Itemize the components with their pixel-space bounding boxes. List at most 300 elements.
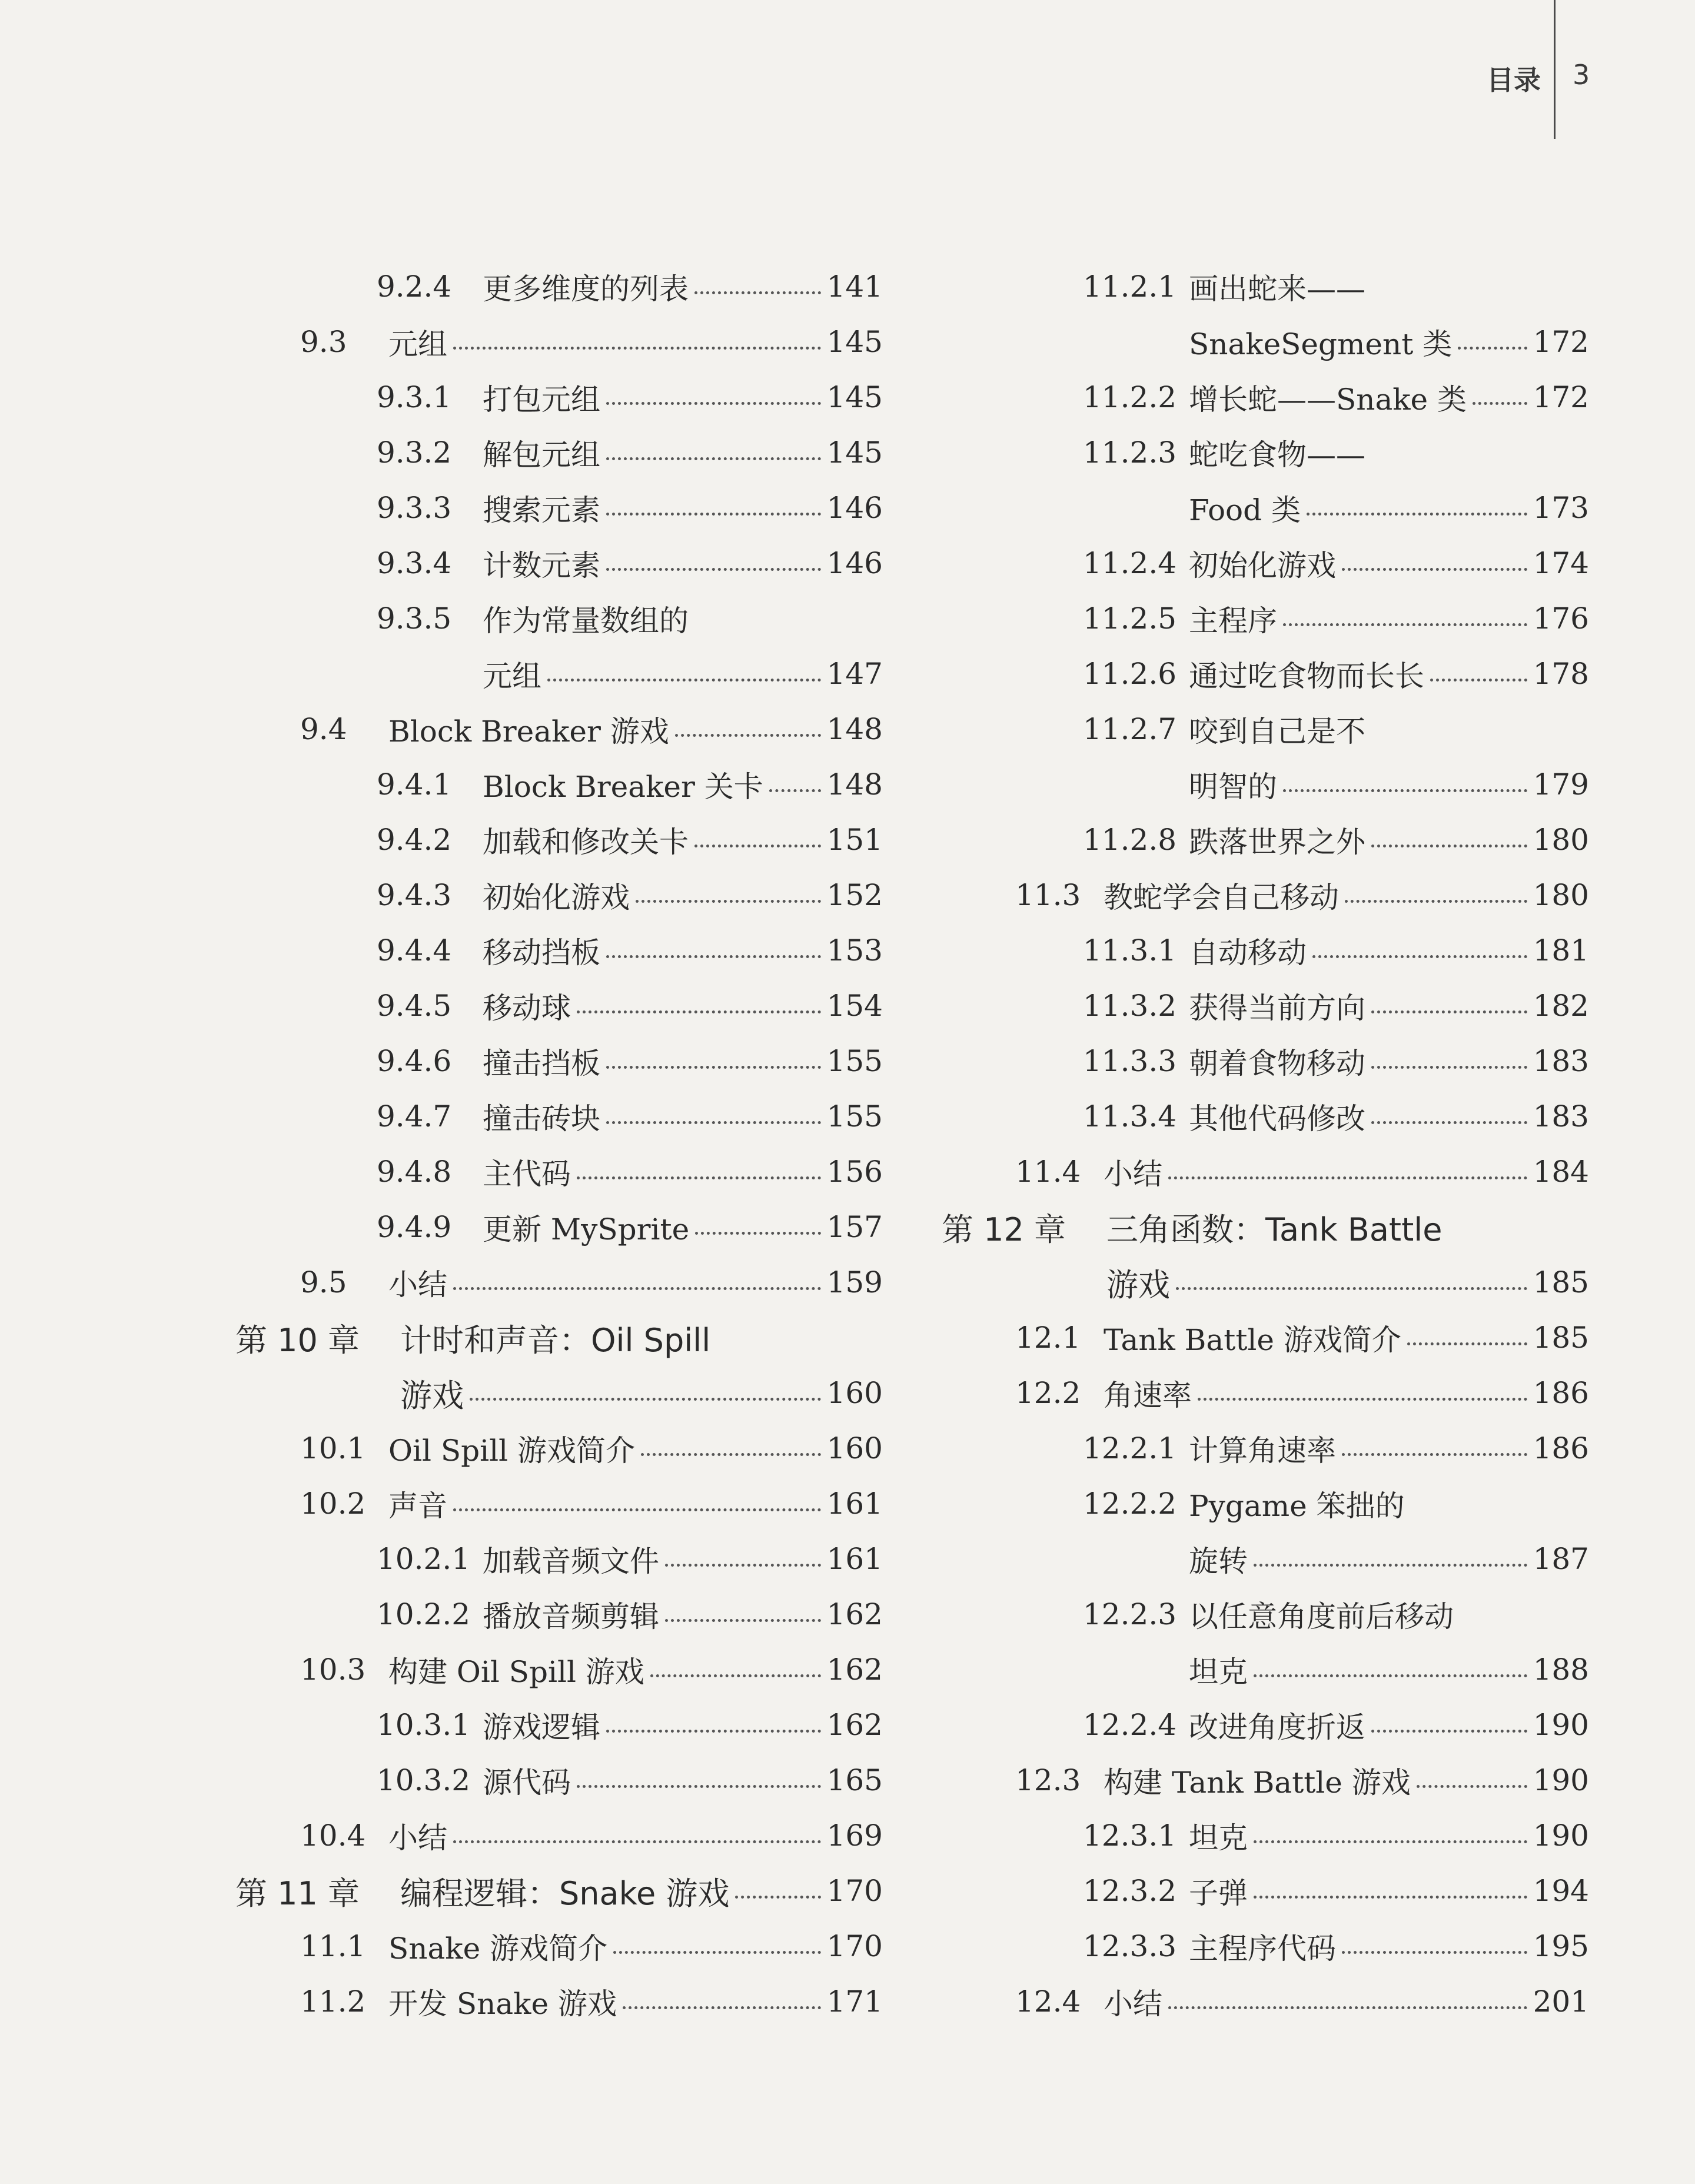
toc-leader-dots: [641, 1453, 821, 1456]
toc-entry: [235, 1199, 883, 1255]
toc-leader-dots: [606, 1121, 821, 1124]
toc-leader-dots: [606, 1066, 821, 1069]
toc-entry: [942, 867, 1589, 923]
toc-entry-page: 161: [826, 1487, 883, 1521]
toc-entry: [942, 1255, 1589, 1310]
toc-entry-page: 154: [826, 989, 883, 1023]
toc-entry: [235, 1144, 883, 1199]
toc-entry-title: 旋转: [1189, 1544, 1248, 1578]
toc-entry-title: 明智的: [1189, 770, 1277, 804]
toc-entry-number: 12.4: [1015, 1984, 1081, 2019]
toc-entry: [235, 867, 883, 923]
toc-leader-dots: [1307, 513, 1527, 516]
toc-entry: [942, 1863, 1589, 1919]
toc-entry-page: 184: [1533, 1155, 1589, 1189]
toc-entry-number: 11.2.7: [1083, 712, 1177, 746]
toc-leader-dots: [577, 1010, 821, 1013]
toc-leader-dots: [1283, 623, 1527, 626]
toc-leader-dots: [1312, 955, 1527, 958]
toc-entry-page: 180: [1533, 878, 1589, 912]
toc-leader-dots: [577, 1176, 821, 1179]
toc-entry-number: 10.2.2: [377, 1597, 471, 1631]
toc-leader-dots: [1371, 845, 1527, 847]
running-title: 目录: [1487, 64, 1541, 96]
toc-entry-page: 145: [826, 380, 883, 414]
toc-entry-title: Oil Spill 游戏简介: [388, 1434, 635, 1468]
toc-entry-title: 播放音频剪辑: [483, 1600, 659, 1634]
toc-entry-title: Snake 游戏简介: [388, 1932, 608, 1966]
toc-entry-number: 9.3.4: [377, 546, 452, 580]
toc-leader-dots: [650, 1674, 821, 1677]
toc-entry-page: 169: [826, 1819, 883, 1853]
toc-leader-dots: [636, 900, 821, 903]
toc-entry: [235, 978, 883, 1033]
toc-entry: [942, 370, 1589, 425]
toc-entry-number: 12.3.3: [1083, 1929, 1177, 1963]
toc-entry: [235, 591, 883, 646]
toc-entry-page: 180: [1533, 823, 1589, 857]
toc-leader-dots: [547, 679, 821, 682]
toc-entry-number: 10.3.1: [377, 1708, 471, 1742]
toc-entry-page: 160: [826, 1376, 883, 1410]
toc-leader-dots: [453, 347, 821, 350]
toc-entry-number: 9.4.9: [377, 1210, 452, 1244]
toc-entry-page: 157: [826, 1210, 883, 1244]
toc-entry-title: 更新 MySprite: [483, 1212, 690, 1246]
toc-entry-number: 9.3.1: [377, 380, 452, 414]
toc-entry-title: 计时和声音：Oil Spill: [400, 1321, 711, 1359]
toc-entry: [235, 923, 883, 978]
toc-entry: [235, 1531, 883, 1587]
toc-entry-page: 147: [826, 657, 883, 691]
toc-leader-dots: [606, 457, 821, 460]
toc-entry-title: SnakeSegment 类: [1189, 327, 1453, 361]
toc-entry-title: 加载和修改关卡: [483, 825, 689, 859]
toc-entry: [942, 1144, 1589, 1199]
toc-entry-title: 通过吃食物而长长: [1189, 659, 1424, 693]
toc-entry-title: 坦克: [1189, 1821, 1248, 1855]
toc-entry-title: 小结: [388, 1821, 447, 1855]
toc-entry: [235, 1255, 883, 1310]
toc-leader-dots: [1345, 900, 1527, 903]
toc-entry: [235, 812, 883, 867]
toc-entry-title: 主代码: [483, 1157, 571, 1191]
toc-entry-title: 撞击砖块: [483, 1102, 600, 1136]
toc-entry-number: 11.4: [1015, 1155, 1081, 1189]
toc-entry-page: 141: [826, 270, 883, 304]
toc-leader-dots: [606, 1730, 821, 1733]
toc-leader-dots: [1342, 1453, 1527, 1456]
toc-right-column: [942, 259, 1589, 2029]
toc-leader-dots: [606, 513, 821, 516]
toc-entry-title: 改进角度折返: [1189, 1710, 1365, 1744]
toc-entry: [942, 1421, 1589, 1476]
toc-entry: [942, 480, 1589, 536]
toc-entry-page: 161: [826, 1542, 883, 1576]
toc-entry-title: 游戏: [1106, 1266, 1170, 1304]
toc-entry: [942, 1531, 1589, 1587]
toc-entry-page: 179: [1533, 767, 1589, 802]
toc-entry: [942, 259, 1589, 314]
toc-entry-title: 游戏: [400, 1377, 464, 1414]
toc-entry-page: 190: [1533, 1819, 1589, 1853]
toc-entry-title: 更多维度的列表: [483, 272, 689, 306]
toc-leader-dots: [1168, 2006, 1527, 2009]
toc-entry: [942, 1365, 1589, 1421]
toc-entry-title: 子弹: [1189, 1876, 1248, 1910]
toc-entry-number: 12.2.2: [1083, 1487, 1177, 1521]
toc-entry-number: 10.2: [300, 1487, 366, 1521]
toc-entry-title: 声音: [388, 1489, 447, 1523]
toc-entry: [235, 1808, 883, 1863]
toc-entry-number: 11.2: [300, 1984, 366, 2019]
toc-entry-number: 11.3.1: [1083, 933, 1177, 968]
toc-entry-number: 11.1: [300, 1929, 366, 1963]
toc-entry-page: 190: [1533, 1708, 1589, 1742]
toc-entry-number: 12.2: [1015, 1376, 1081, 1410]
toc-leader-dots: [694, 845, 821, 847]
page-header: [1342, 0, 1695, 141]
toc-leader-dots: [453, 1508, 821, 1511]
toc-entry-title: 计算角速率: [1189, 1434, 1336, 1468]
toc-leader-dots: [1473, 402, 1527, 405]
toc-entry-number: 11.2.5: [1083, 601, 1177, 636]
toc-entry: [942, 978, 1589, 1033]
toc-entry-title: 搜索元素: [483, 493, 600, 527]
toc-entry: [235, 1863, 883, 1919]
toc-entry-title: 角速率: [1104, 1378, 1192, 1412]
toc-leader-dots: [694, 291, 821, 294]
toc-entry: [235, 314, 883, 370]
toc-entry-number: 11.2.8: [1083, 823, 1177, 857]
toc-entry-title: 自动移动: [1189, 936, 1307, 970]
toc-leader-dots: [470, 1398, 821, 1401]
toc-leader-dots: [695, 1232, 820, 1235]
toc-entry-page: 178: [1533, 657, 1589, 691]
toc-entry-title: 画出蛇来——: [1189, 272, 1365, 306]
toc-entry-title: 元组: [388, 327, 447, 361]
toc-entry: [942, 646, 1589, 702]
toc-entry-title: 蛇吃食物——: [1189, 438, 1365, 472]
header-divider: [1554, 0, 1556, 139]
toc-entry: [942, 702, 1589, 757]
toc-entry: [942, 591, 1589, 646]
toc-entry-number: 11.3.2: [1083, 989, 1177, 1023]
toc-entry: [942, 757, 1589, 812]
toc-entry-page: 172: [1533, 380, 1589, 414]
toc-entry: [942, 1310, 1589, 1365]
toc-entry-page: 146: [826, 546, 883, 580]
toc-leader-dots: [735, 1896, 820, 1899]
toc-entry: [235, 1033, 883, 1089]
toc-entry-number: 9.3.3: [377, 491, 452, 525]
toc-leader-dots: [1371, 1010, 1527, 1013]
toc-entry-number: 9.4.2: [377, 823, 452, 857]
toc-entry-title: 获得当前方向: [1189, 991, 1365, 1025]
page-number: 3: [1573, 59, 1590, 91]
toc-entry: [942, 425, 1589, 480]
toc-leader-dots: [453, 1840, 821, 1843]
toc-entry-title: Pygame 笨拙的: [1189, 1489, 1405, 1523]
toc-entry-page: 162: [826, 1708, 883, 1742]
toc-entry-number: 10.2.1: [377, 1542, 471, 1576]
toc-entry-title: 其他代码修改: [1189, 1102, 1365, 1136]
toc-entry: [235, 646, 883, 702]
toc-leader-dots: [769, 789, 821, 792]
toc-entry: [235, 1587, 883, 1642]
toc-entry-number: 9.4.1: [377, 767, 452, 802]
toc-entry-number: 第 10 章: [235, 1321, 360, 1359]
toc-entry-number: 9.4.6: [377, 1044, 452, 1078]
toc-entry-page: 174: [1533, 546, 1589, 580]
toc-entry-page: 176: [1533, 601, 1589, 636]
toc-entry-number: 第 11 章: [235, 1874, 360, 1912]
toc-entry-number: 11.2.4: [1083, 546, 1177, 580]
toc-entry: [942, 1919, 1589, 1974]
toc-entry-number: 12.2.3: [1083, 1597, 1177, 1631]
toc-entry: [235, 1974, 883, 2029]
toc-entry: [235, 1753, 883, 1808]
toc-entry-page: 162: [826, 1653, 883, 1687]
toc-entry: [942, 1697, 1589, 1753]
toc-entry-title: 教蛇学会自己移动: [1104, 880, 1339, 915]
toc-entry-title: Food 类: [1189, 493, 1301, 527]
toc-entry-page: 185: [1533, 1321, 1589, 1355]
toc-entry: [942, 1587, 1589, 1642]
toc-entry-title: 小结: [1104, 1157, 1162, 1191]
toc-entry-title: 主程序代码: [1189, 1932, 1336, 1966]
toc-entry-number: 11.2.2: [1083, 380, 1177, 414]
toc-entry-title: 移动球: [483, 991, 571, 1025]
toc-leader-dots: [675, 734, 821, 737]
toc-entry-page: 170: [826, 1874, 883, 1908]
toc-leader-dots: [606, 955, 821, 958]
toc-leader-dots: [1254, 1674, 1527, 1677]
toc-entry-page: 186: [1533, 1376, 1589, 1410]
toc-entry-page: 145: [826, 325, 883, 359]
toc-entry-title: 咬到自己是不: [1189, 714, 1365, 749]
toc-entry-title: 编程逻辑：Snake 游戏: [400, 1874, 730, 1912]
toc-leader-dots: [1342, 568, 1527, 571]
toc-entry-title: 主程序: [1189, 604, 1277, 638]
toc-entry: [942, 1199, 1589, 1255]
toc-entry-title: 三角函数：Tank Battle: [1106, 1211, 1443, 1248]
toc-entry-page: 155: [826, 1099, 883, 1133]
toc-entry-page: 145: [826, 436, 883, 470]
toc-entry: [235, 1421, 883, 1476]
toc-entry-page: 185: [1533, 1265, 1589, 1299]
toc-entry: [235, 1310, 883, 1365]
toc-entry-title: 源代码: [483, 1766, 571, 1800]
toc-entry-number: 9.4: [300, 712, 347, 746]
toc-entry-title: Tank Battle 游戏简介: [1104, 1323, 1401, 1357]
toc-entry-title: 小结: [1104, 1987, 1162, 2021]
toc-entry-number: 11.3: [1015, 878, 1081, 912]
toc-entry: [942, 1089, 1589, 1144]
toc-entry-page: 148: [826, 767, 883, 802]
toc-entry: [235, 480, 883, 536]
toc-leader-dots: [1407, 1342, 1527, 1345]
toc-leader-dots: [453, 1287, 821, 1290]
toc-leader-dots: [1254, 1896, 1527, 1899]
toc-leader-dots: [1254, 1564, 1527, 1567]
toc-leader-dots: [1417, 1785, 1527, 1788]
toc-leader-dots: [1168, 1176, 1527, 1179]
toc-leader-dots: [1371, 1121, 1527, 1124]
toc-leader-dots: [665, 1619, 821, 1622]
toc-entry: [235, 1697, 883, 1753]
toc-entry-title: 打包元组: [483, 383, 600, 417]
toc-entry-page: 151: [826, 823, 883, 857]
toc-leader-dots: [665, 1564, 821, 1567]
toc-entry-page: 148: [826, 712, 883, 746]
toc-entry: [942, 923, 1589, 978]
toc-entry-number: 12.2.4: [1083, 1708, 1177, 1742]
toc-entry-title: 撞击挡板: [483, 1046, 600, 1081]
toc-entry-page: 181: [1533, 933, 1589, 968]
toc-entry-title: 构建 Oil Spill 游戏: [388, 1655, 644, 1689]
toc-leader-dots: [1254, 1840, 1527, 1843]
toc-leader-dots: [577, 1785, 821, 1788]
toc-entry-page: 156: [826, 1155, 883, 1189]
toc-entry-number: 10.1: [300, 1431, 366, 1465]
toc-entry-page: 146: [826, 491, 883, 525]
toc-entry-page: 162: [826, 1597, 883, 1631]
toc-entry-page: 170: [826, 1929, 883, 1963]
toc-entry: [235, 1365, 883, 1421]
toc-entry-title: 移动挡板: [483, 936, 600, 970]
toc-entry-number: 9.3.2: [377, 436, 452, 470]
toc-entry-page: 195: [1533, 1929, 1589, 1963]
toc-entry-number: 9.3.5: [377, 601, 452, 636]
toc-leader-dots: [1430, 679, 1527, 682]
toc-entry-page: 165: [826, 1763, 883, 1797]
toc-entry: [942, 812, 1589, 867]
toc-entry-number: 9.3: [300, 325, 347, 359]
toc-entry-number: 11.2.3: [1083, 436, 1177, 470]
toc-entry-page: 160: [826, 1431, 883, 1465]
toc-leader-dots: [1198, 1398, 1527, 1401]
toc-entry-number: 12.3.1: [1083, 1819, 1177, 1853]
toc-entry-page: 172: [1533, 325, 1589, 359]
toc-entry: [942, 1974, 1589, 2029]
toc-leader-dots: [606, 402, 821, 405]
toc-entry-title: 小结: [388, 1268, 447, 1302]
toc-entry-title: 计数元素: [483, 549, 600, 583]
toc-entry-number: 9.4.7: [377, 1099, 452, 1133]
toc-entry-number: 11.3.4: [1083, 1099, 1177, 1133]
toc-entry: [235, 259, 883, 314]
toc-entry: [235, 1089, 883, 1144]
toc-entry: [942, 1642, 1589, 1697]
toc-entry-number: 11.2.1: [1083, 270, 1177, 304]
toc-entry-number: 9.4.3: [377, 878, 452, 912]
toc-leader-dots: [606, 568, 821, 571]
toc-entry-number: 11.2.6: [1083, 657, 1177, 691]
toc-entry-title: 初始化游戏: [1189, 549, 1336, 583]
toc-entry-title: 开发 Snake 游戏: [388, 1987, 617, 2021]
toc-entry-page: 187: [1533, 1542, 1589, 1576]
toc-leader-dots: [623, 2006, 821, 2009]
toc-entry-page: 190: [1533, 1763, 1589, 1797]
toc-entry-number: 12.3.2: [1083, 1874, 1177, 1908]
toc-entry-page: 188: [1533, 1653, 1589, 1687]
toc-leader-dots: [1342, 1951, 1527, 1954]
toc-entry-number: 10.3: [300, 1653, 366, 1687]
toc-entry: [235, 425, 883, 480]
toc-entry-page: 183: [1533, 1044, 1589, 1078]
toc-entry-title: Block Breaker 游戏: [388, 714, 669, 749]
toc-leader-dots: [613, 1951, 821, 1954]
toc-entry-title: 坦克: [1189, 1655, 1248, 1689]
toc-entry-page: 155: [826, 1044, 883, 1078]
toc-entry-number: 10.4: [300, 1819, 366, 1853]
toc-entry-page: 194: [1533, 1874, 1589, 1908]
toc-entry: [235, 1476, 883, 1531]
toc-entry-title: 跌落世界之外: [1189, 825, 1365, 859]
toc-entry-number: 第 12 章: [942, 1211, 1066, 1248]
toc-entry-page: 183: [1533, 1099, 1589, 1133]
toc-entry-title: 增长蛇——Snake 类: [1189, 383, 1467, 417]
toc-entry-number: 12.3: [1015, 1763, 1081, 1797]
toc-entry-number: 12.2.1: [1083, 1431, 1177, 1465]
toc-entry-number: 11.3.3: [1083, 1044, 1177, 1078]
toc-entry-title: 加载音频文件: [483, 1544, 659, 1578]
toc-entry-page: 186: [1533, 1431, 1589, 1465]
toc-leader-dots: [1371, 1730, 1527, 1733]
toc-entry: [235, 536, 883, 591]
toc-entry: [942, 1808, 1589, 1863]
toc-entry-number: 12.1: [1015, 1321, 1081, 1355]
toc-entry-page: 182: [1533, 989, 1589, 1023]
toc-entry: [942, 1753, 1589, 1808]
toc-entry-title: Block Breaker 关卡: [483, 770, 763, 804]
toc-entry-page: 171: [826, 1984, 883, 2019]
toc-entry-number: 9.2.4: [377, 270, 452, 304]
toc-entry: [235, 1919, 883, 1974]
toc-entry: [235, 757, 883, 812]
toc-entry-number: 10.3.2: [377, 1763, 471, 1797]
toc-entry: [235, 370, 883, 425]
toc-entry-title: 以任意角度前后移动: [1189, 1600, 1454, 1634]
toc-entry-number: 9.5: [300, 1265, 347, 1299]
toc-left-column: [235, 259, 883, 2029]
toc-entry-title: 作为常量数组的: [483, 604, 689, 638]
toc-entry: [235, 1642, 883, 1697]
toc-entry-number: 9.4.5: [377, 989, 452, 1023]
toc-entry-title: 元组: [483, 659, 541, 693]
toc-entry-title: 构建 Tank Battle 游戏: [1104, 1766, 1411, 1800]
toc-leader-dots: [1283, 789, 1527, 792]
toc-entry-title: 初始化游戏: [483, 880, 630, 915]
toc-entry-page: 173: [1533, 491, 1589, 525]
toc-entry-title: 解包元组: [483, 438, 600, 472]
toc-entry-page: 153: [826, 933, 883, 968]
toc-entry-title: 游戏逻辑: [483, 1710, 600, 1744]
toc-entry-page: 159: [826, 1265, 883, 1299]
toc-entry: [942, 1476, 1589, 1531]
toc-entry-page: 201: [1533, 1984, 1589, 2019]
toc-entry: [235, 702, 883, 757]
toc-leader-dots: [1458, 347, 1527, 350]
toc-entry-number: 9.4.4: [377, 933, 452, 968]
toc-entry: [942, 536, 1589, 591]
toc-entry-number: 9.4.8: [377, 1155, 452, 1189]
toc-leader-dots: [1176, 1287, 1527, 1290]
toc-entry-page: 152: [826, 878, 883, 912]
toc-entry: [942, 1033, 1589, 1089]
toc-entry: [942, 314, 1589, 370]
